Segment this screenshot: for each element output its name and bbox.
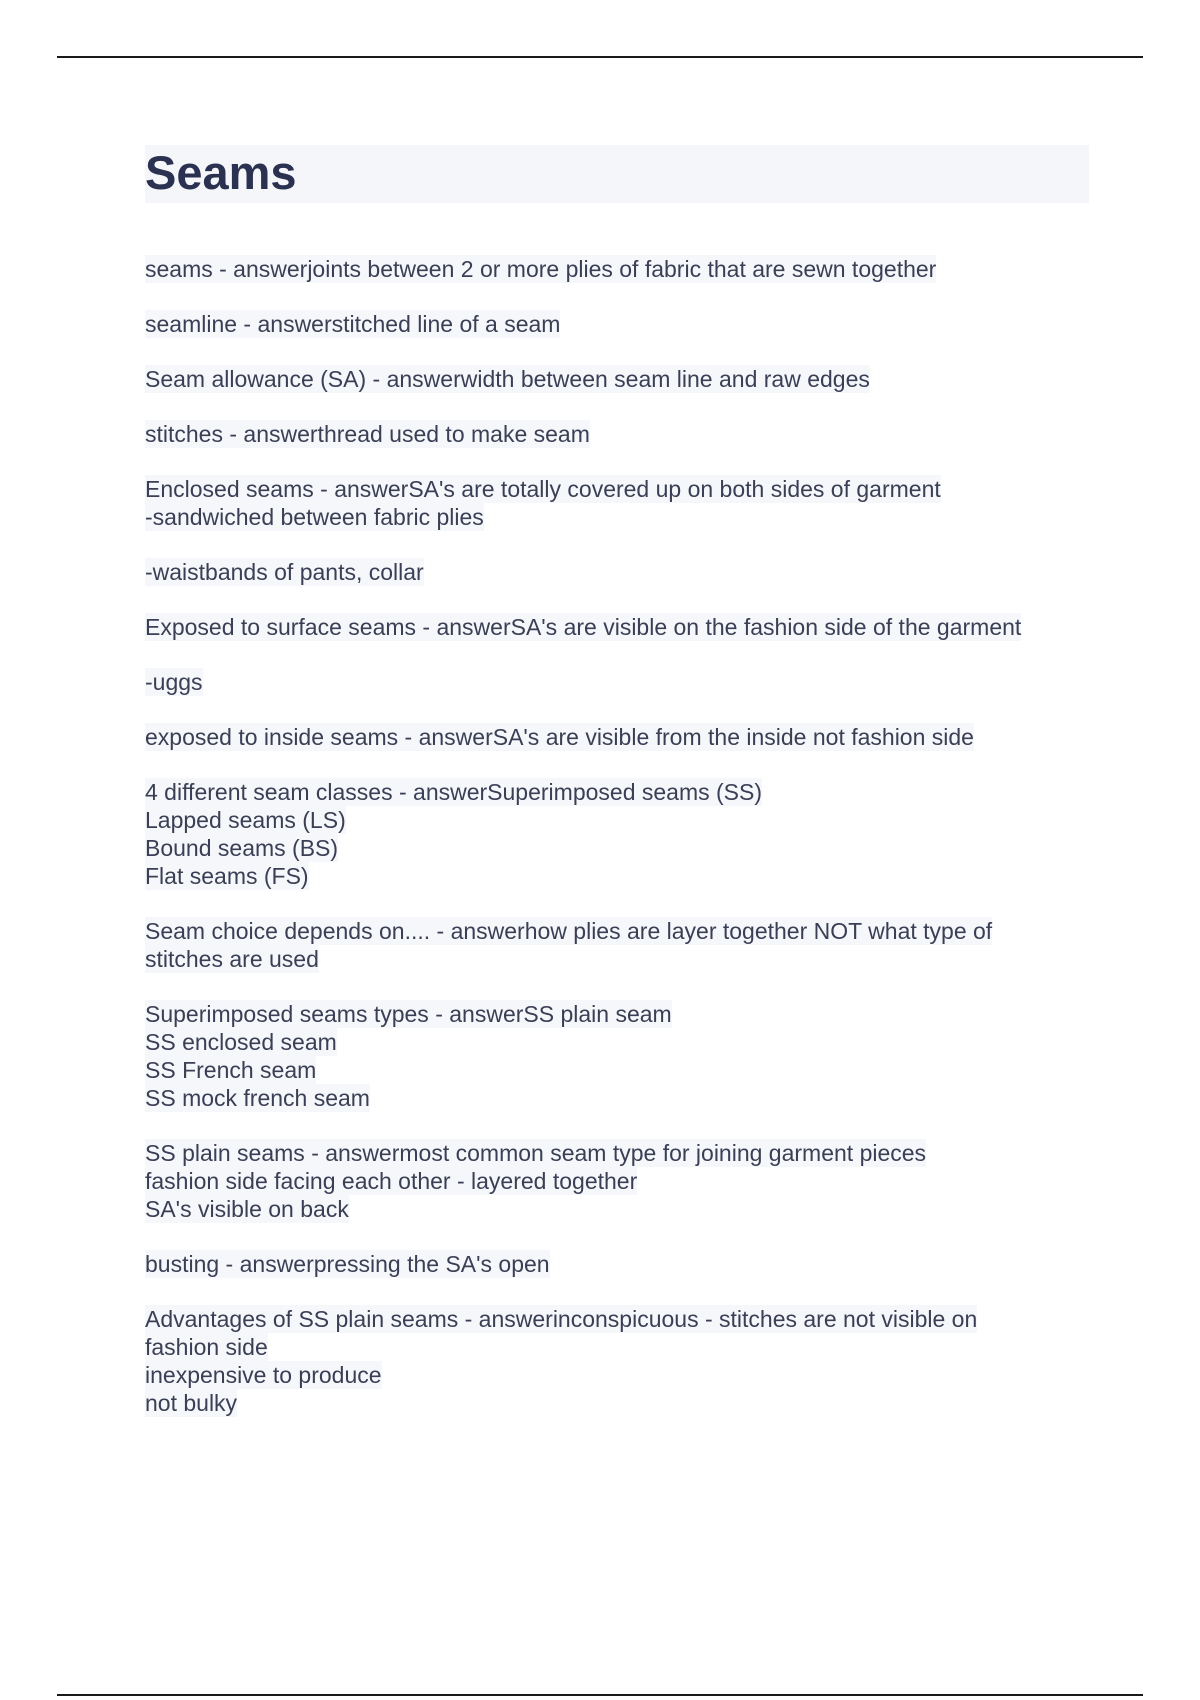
- bottom-rule: [57, 1694, 1143, 1696]
- flashcard: [145, 420, 1095, 448]
- flashcard: [145, 668, 1095, 696]
- card-line: Advantages of SS plain seams - answerinconspicuous - stitches are not visible on: [145, 1306, 978, 1332]
- flashcard: [145, 1305, 1095, 1417]
- card-line: SS mock french seam: [145, 1085, 370, 1111]
- flashcard: [145, 613, 1095, 641]
- flashcard: [145, 1139, 1095, 1223]
- card-line: SS plain seams - answermost common seam type for joining garment pieces: [145, 1140, 927, 1166]
- card-line: Exposed to surface seams - answerSA's are visible on the fashion side of the garment: [145, 614, 1022, 640]
- card-line: fashion side: [145, 1334, 268, 1360]
- card-line: Superimposed seams types - answerSS plain seam: [145, 1001, 672, 1027]
- card-line: inexpensive to produce: [145, 1362, 382, 1388]
- card-line: exposed to inside seams - answerSA's are visible from the inside not fashion side: [145, 724, 974, 750]
- card-line: -uggs: [145, 669, 203, 695]
- card-line: Enclosed seams - answerSA's are totally covered up on both sides of garment: [145, 476, 941, 502]
- card-line: -waistbands of pants, collar: [145, 559, 424, 585]
- card-line: SA's visible on back: [145, 1196, 349, 1222]
- card-line: Seam allowance (SA) - answerwidth between seam line and raw edges: [145, 366, 870, 392]
- card-line: seamline - answerstitched line of a seam: [145, 311, 561, 337]
- card-line: stitches - answerthread used to make seam: [145, 421, 590, 447]
- card-line: Seam choice depends on.... - answerhow plies are layer together NOT what type of: [145, 918, 993, 944]
- card-line: stitches are used: [145, 946, 319, 972]
- card-line: fashion side facing each other - layered together: [145, 1168, 638, 1194]
- flashcard-list: [145, 255, 1095, 1444]
- card-line: -sandwiched between fabric plies: [145, 504, 484, 530]
- flashcard: [145, 1000, 1095, 1112]
- card-line: Lapped seams (LS): [145, 807, 346, 833]
- flashcard: [145, 1250, 1095, 1278]
- flashcard: [145, 310, 1095, 338]
- page-title: Seams: [145, 146, 297, 199]
- top-rule: [57, 56, 1143, 58]
- card-line: Bound seams (BS): [145, 835, 339, 861]
- card-line: SS French seam: [145, 1057, 317, 1083]
- flashcard: [145, 475, 1095, 531]
- card-line: not bulky: [145, 1390, 238, 1416]
- card-line: SS enclosed seam: [145, 1029, 337, 1055]
- card-line: seams - answerjoints between 2 or more plies of fabric that are sewn together: [145, 256, 937, 282]
- card-line: busting - answerpressing the SA's open: [145, 1251, 550, 1277]
- flashcard: [145, 255, 1095, 283]
- card-line: Flat seams (FS): [145, 863, 309, 889]
- flashcard: [145, 917, 1095, 973]
- flashcard: [145, 365, 1095, 393]
- card-line: 4 different seam classes - answerSuperimposed seams (SS): [145, 779, 763, 805]
- flashcard: [145, 558, 1095, 586]
- flashcard: [145, 723, 1095, 751]
- flashcard: [145, 778, 1095, 890]
